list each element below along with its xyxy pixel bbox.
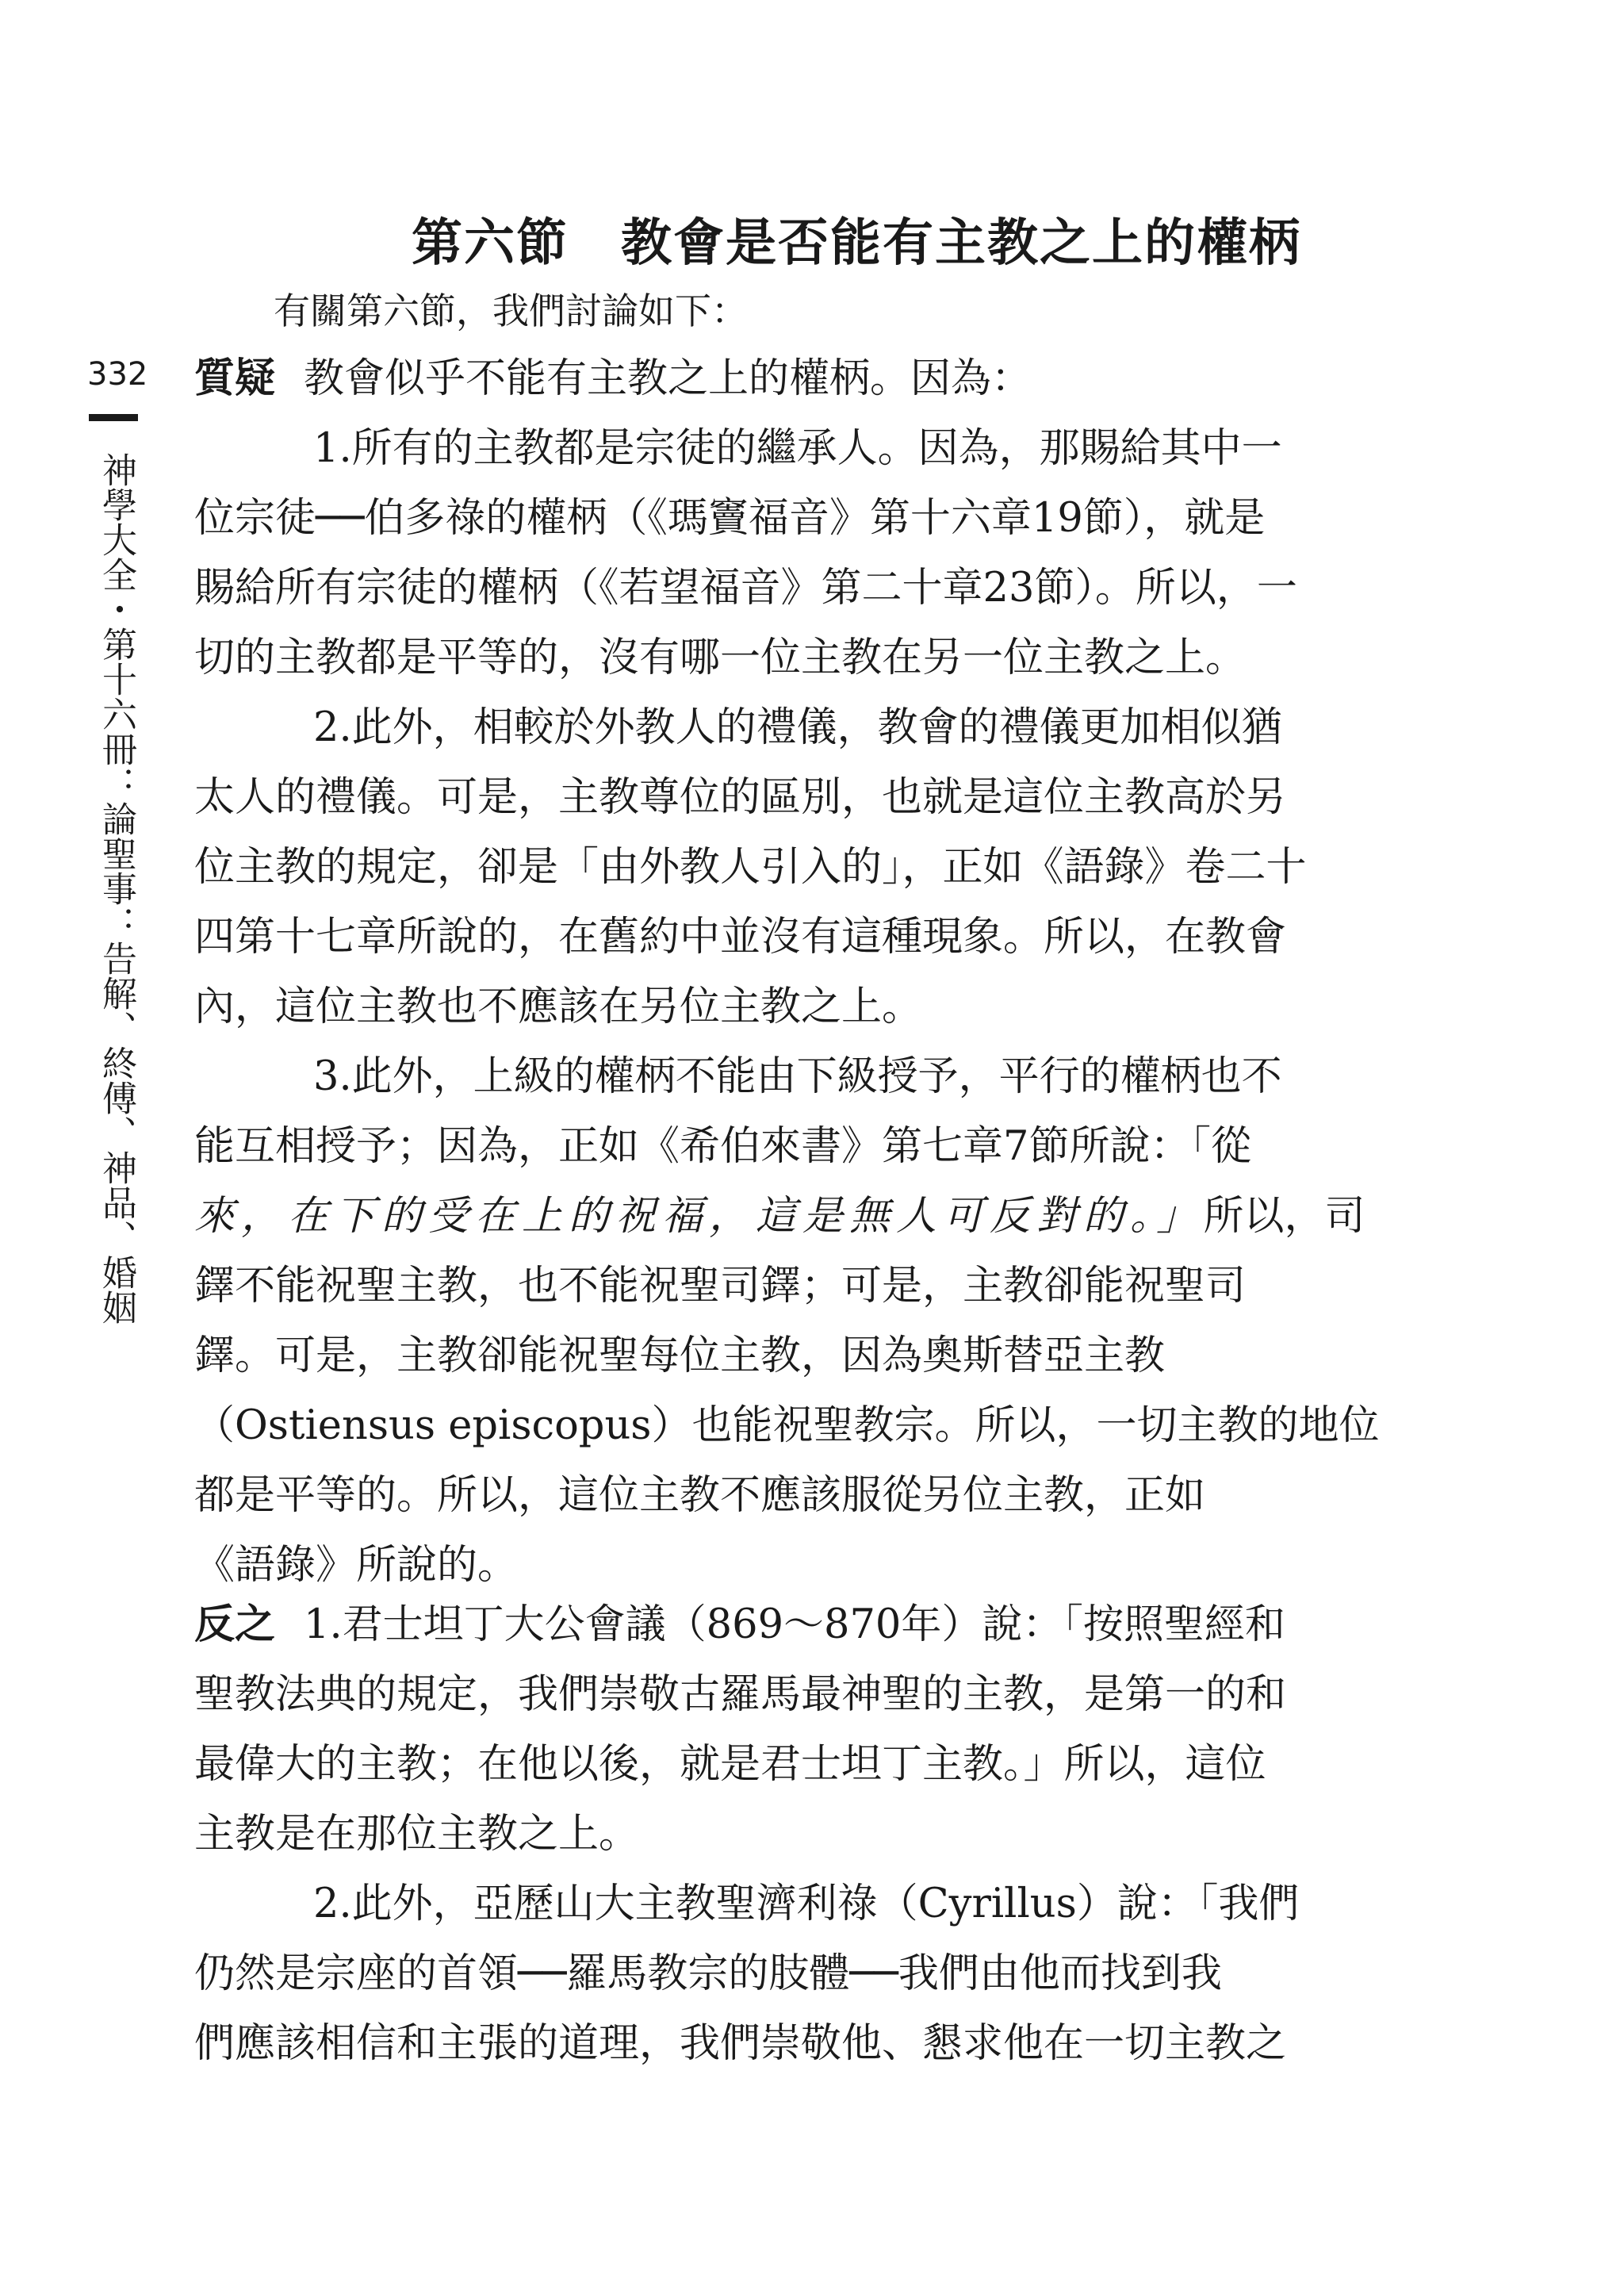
objection-block (194, 344, 1380, 1601)
sed-contra-block (194, 1590, 1320, 2079)
running-head: 神學大全・第十六冊：論聖事：告解、終傅、神品、婚姻 (96, 452, 136, 1325)
sidebar-rule (89, 414, 138, 421)
text-line: 聖教法典的規定，我們崇敬古羅馬最神聖的主教，是第一的和 (194, 1671, 1287, 1718)
sed-contra-first-line (194, 1590, 1320, 1660)
text-line: 位宗徒──伯多祿的權柄（《瑪竇福音》第十六章19節），就是 (194, 495, 1266, 542)
text-line: （Ostiensus episcopus）也能祝聖教宗。所以，一切主教的地位 (194, 1402, 1380, 1449)
page-number: 332 (87, 356, 148, 393)
text-line: 3.此外，上級的權柄不能由下級授予，平行的權柄也不 (313, 1053, 1282, 1100)
text-span: 所以，司 (1203, 1193, 1365, 1240)
text-line: 位主教的規定，卻是「由外教人引入的」，正如《語錄》卷二十 (194, 844, 1307, 891)
intro-line: 有關第六節，我們討論如下： (274, 290, 748, 332)
text-line: 2.此外，相較於外教人的禮儀，教會的禮儀更加相似猶 (313, 704, 1282, 751)
text-line: 2.此外，亞歷山大主教聖濟利祿（Cyrillus）說：「我們 (313, 1881, 1300, 1927)
sed-contra-lead: 1.君士坦丁大公會議（869～870年）說：「按照聖經和 (304, 1601, 1285, 1648)
text-line: 切的主教都是平等的，沒有哪一位主教在另一位主教之上。 (194, 635, 1247, 681)
text-line: 《語錄》所說的。 (194, 1542, 519, 1589)
objection-lead: 教會似乎不能有主教之上的權柄。因為： (304, 355, 1032, 402)
text-line: 主教是在那位主教之上。 (194, 1811, 640, 1858)
sed-contra-label: 反之 (194, 1601, 276, 1648)
objection-first-line (194, 344, 1320, 414)
text-line: 最偉大的主教；在他以後，就是君士坦丁主教。」所以，這位 (194, 1741, 1266, 1788)
text-line: 太人的禮儀。可是，主教尊位的區別，也就是這位主教高於另 (194, 774, 1287, 821)
scripture-quote: 來，在下的受在上的祝福，這是無人可反對的。」 (194, 1193, 1204, 1240)
text-line: 仍然是宗座的首領──羅馬教宗的肢體──我們由他而找到我 (194, 1950, 1222, 1997)
section-title: 第六節 教會是否能有主教之上的權柄 (412, 213, 1301, 273)
text-line: 都是平等的。所以，這位主教不應該服從另位主教，正如 (194, 1472, 1206, 1519)
text-line: 能互相授予；因為，正如《希伯來書》第七章7節所說：「從 (194, 1123, 1251, 1170)
text-line (194, 1182, 1365, 1252)
text-line: 四第十七章所說的，在舊約中並沒有這種現象。所以，在教會 (194, 914, 1287, 961)
text-line: 內，這位主教也不應該在另位主教之上。 (194, 984, 923, 1030)
text-line: 們應該相信和主張的道理，我們崇敬他、懇求他在一切主教之 (194, 2020, 1287, 2067)
text-line: 賜給所有宗徒的權柄（《若望福音》第二十章23節）。所以，一 (194, 565, 1297, 612)
text-line: 鐸不能祝聖主教，也不能祝聖司鐸；可是，主教卻能祝聖司 (194, 1263, 1247, 1309)
text-line: 1.所有的主教都是宗徒的繼承人。因為，那賜給其中一 (313, 425, 1282, 472)
text-line: 鐸。可是，主教卻能祝聖每位主教，因為奧斯替亞主教 (194, 1332, 1166, 1379)
objection-label: 質疑 (194, 355, 276, 402)
